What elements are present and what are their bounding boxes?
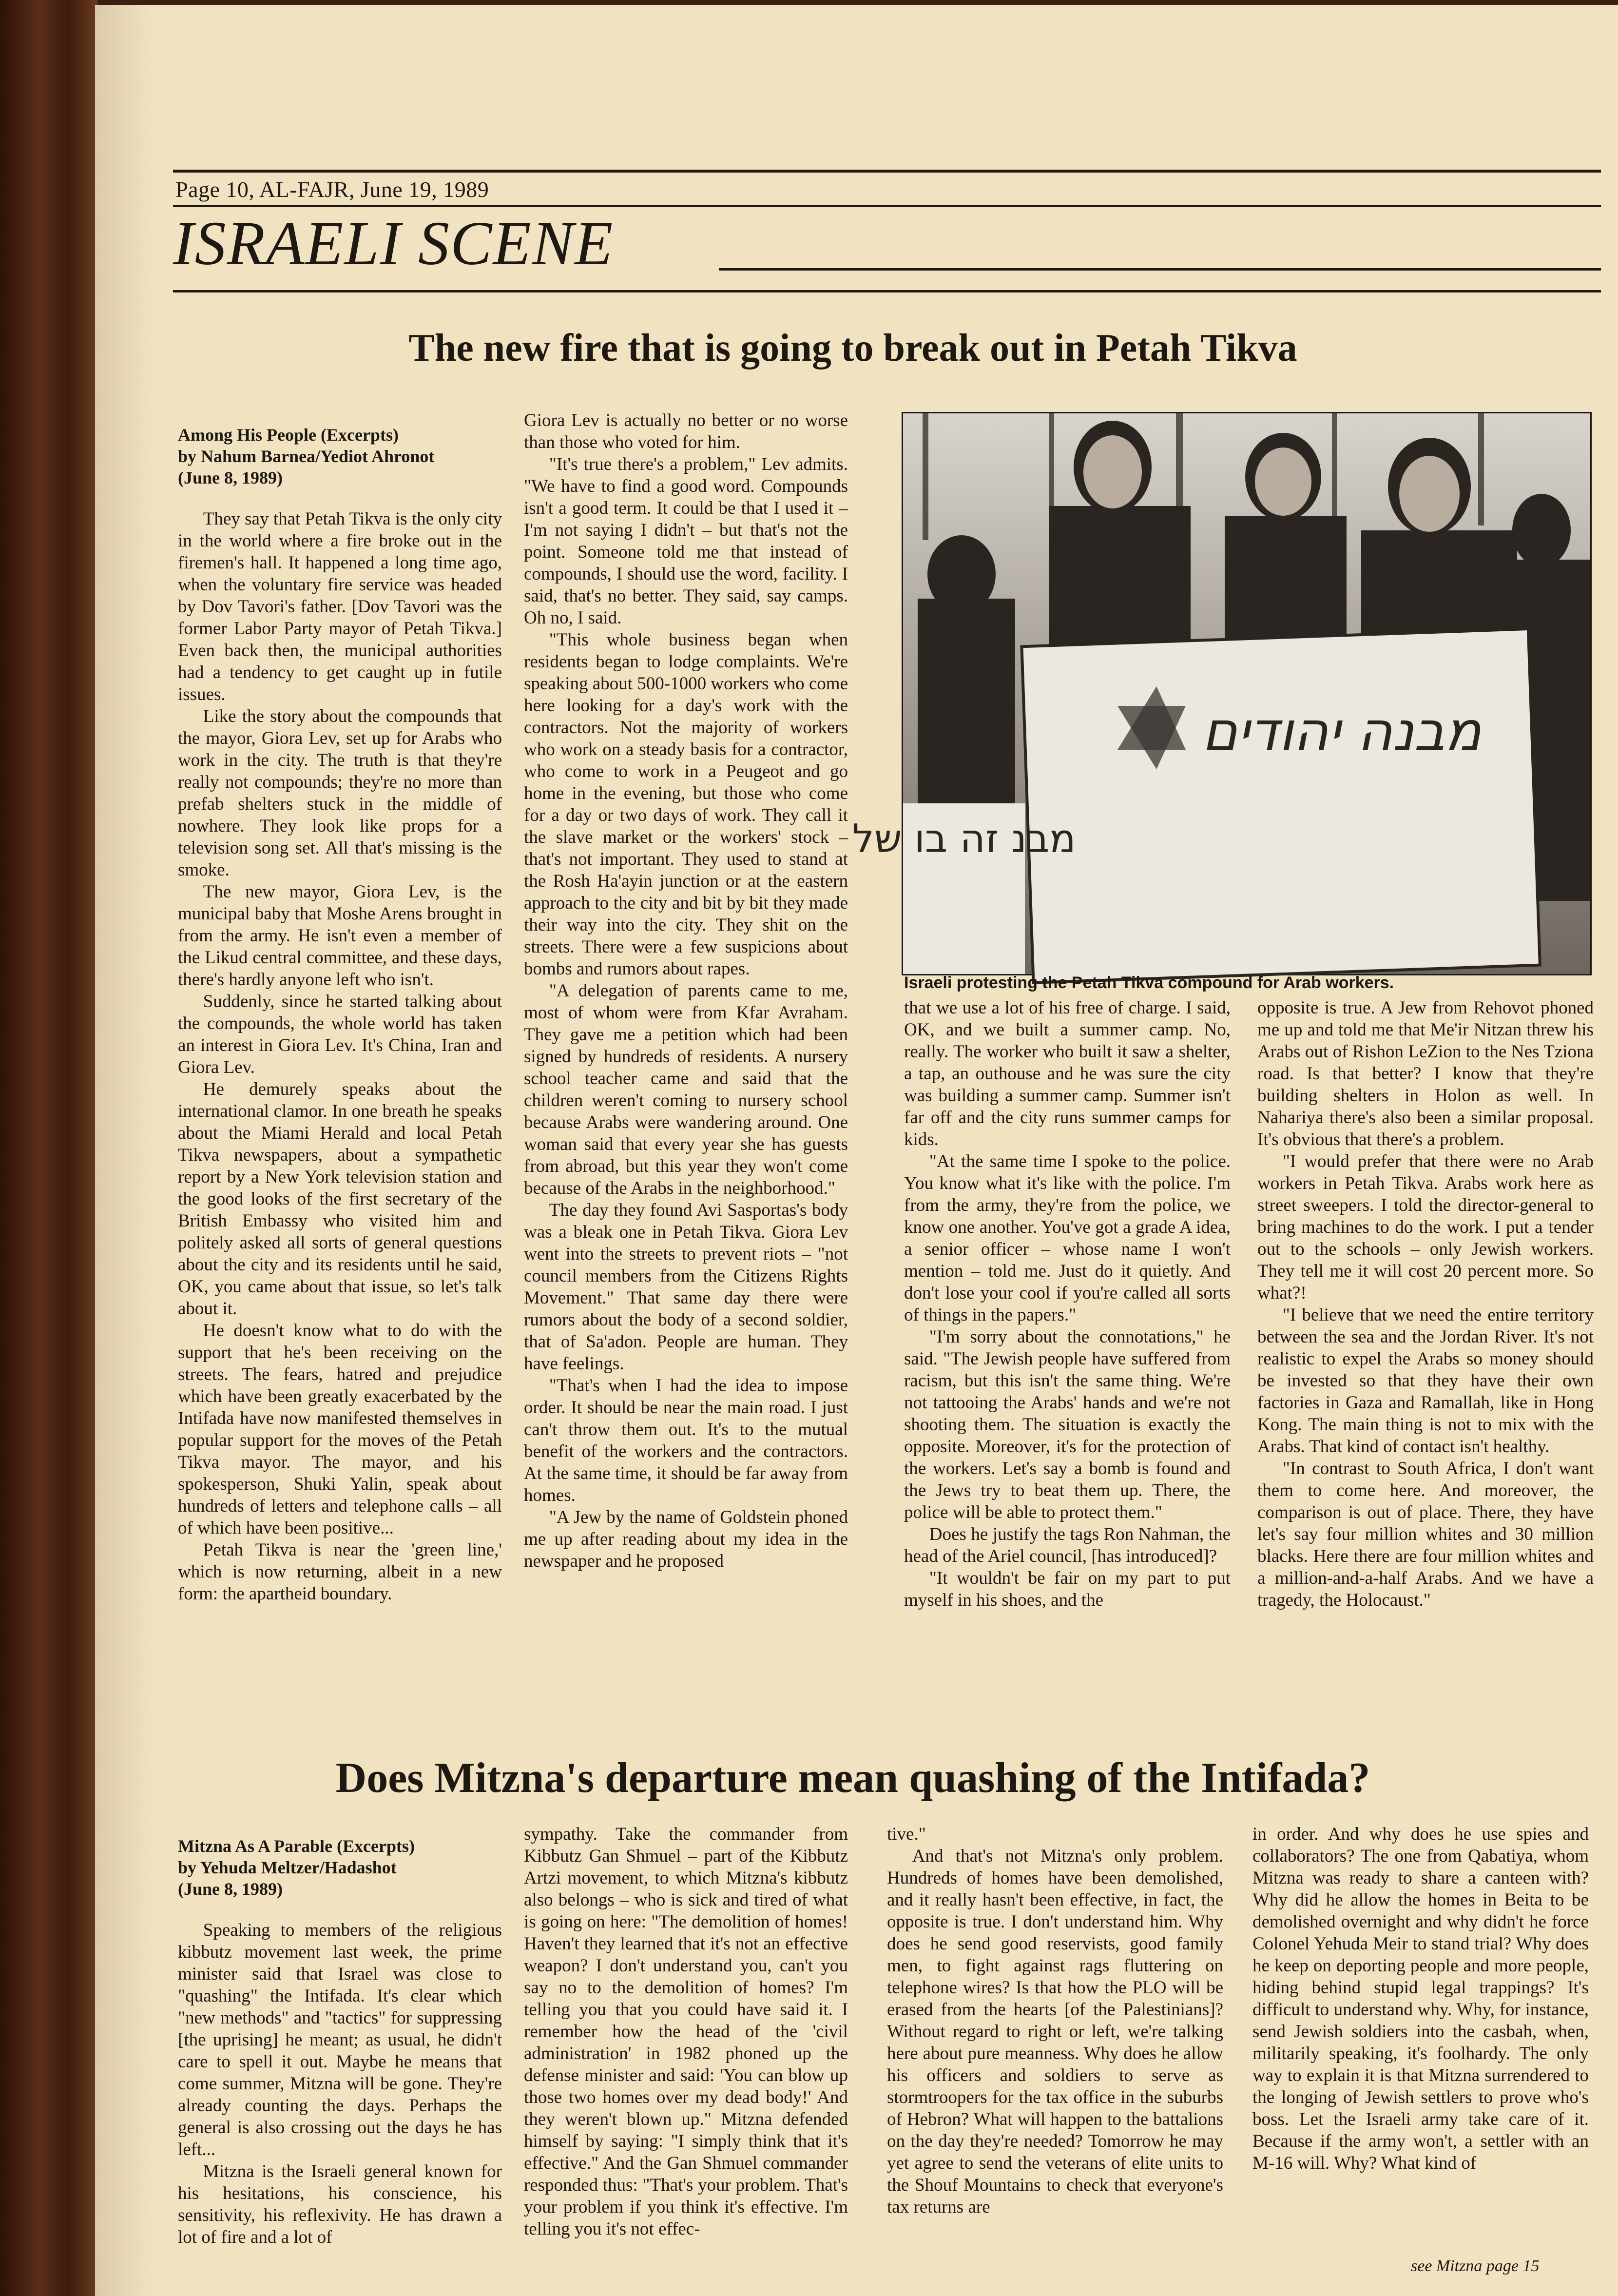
article1-byline <box>178 424 502 488</box>
section-title: ISRAELI SCENE <box>173 209 614 278</box>
protest-photo-illustration <box>852 413 1590 974</box>
paragraph: "A delegation of parents came to me, most of whom were from Kfar Avraham. They gave me a petition which had been signed by hundreds of residents. A nursery school teacher came and said that the children weren't coming to nursery school because Arabs were wandering around. One woman said that every year she has guests from abroad, but this year they won't come because of the Arabs in the neighborhood." <box>524 981 848 1198</box>
paragraph: Giora Lev is actually no better or no worse than those who voted for him. <box>524 410 848 452</box>
book-binding <box>0 0 97 2296</box>
byline-date: (June 8, 1989) <box>178 1879 283 1899</box>
article2-column-3 <box>887 1823 1223 2218</box>
paragraph: "That's when I had the idea to impose order. It should be near the main road. I just can't throw them out. It's to the mutual benefit of the workers and the contractors. At the same time, it should be far away from homes. <box>524 1376 848 1505</box>
paragraph: And that's not Mitzna's only problem. Hundreds of homes have been demolished, and it really hasn't been effective, in fact, the opposite is true. I don't understand him. Why does he send good reservists, good family men, to fight against rags fluttering on telephone wires? Is that how the PLO will be erased from the hearts [of the Palestinians]? Without regard to right or left, we're talking here about pure meanness. Why does he allow his officers and soldiers to serve as stormtroopers for the tax office in the suburbs of Hebron? What will happen to the battalions on the day they're needed? Tomorrow he may yet agree to send the veterans of elite units to the Shouf Mountains to check that everyone's tax returns are <box>887 1846 1223 2217</box>
paragraph: "In contrast to South Africa, I don't want them to come here. And moreover, the comparison is out of place. There, they have let's say four million whites and 30 million blacks. Here there are four million whites and a million-and-a-half Arabs. And we have a tragedy, the Holocaust." <box>1257 1459 1594 1610</box>
paragraph: Does he justify the tags Ron Nahman, the head of the Ariel council, [has introduced]? <box>904 1524 1231 1566</box>
byline-source: Among His People (Excerpts) <box>178 425 399 445</box>
sign-left-text: מבנ זה בו של <box>852 816 1076 861</box>
paragraph: "This whole business began when residents began to lodge complaints. We're speaking about 500-1000 workers who come here looking for a day's work with the contractors. Not the majority of workers who work on a steady basis for a contractor, who come to work in a Peugeot and go home in the evening, but those who come for a day or two days of work. They call it the slave market or the workers' stock – that's not important. They used to stand at the Rosh Ha'ayin junction or at the eastern approach to the city and bit by bit they made their way into the city. They shit on the streets. There were a few suspicions about bombs and rumors about rapes. <box>524 630 848 979</box>
section-rule <box>173 290 1601 292</box>
paragraph: He doesn't know what to do with the support that he's been receiving on the streets. The fears, hatred and prejudice which have been greatly exacerbated by the Intifada have now manifested themselves in popular support for the moves of the Petah Tikva mayor. The mayor, and his spokesperson, Shuki Yalin, speak about hundreds of letters and telephone calls – all of which have been positive... <box>178 1321 502 1538</box>
paragraph: Like the story about the compounds that the mayor, Giora Lev, set up for Arabs who work in the city. The truth is that they're really not compounds; they're no more than prefab shelters stuck in the middle of nowhere. They look like props for a television song set. All that's missing is the smoke. <box>178 706 502 880</box>
folio-rule <box>173 205 1601 207</box>
paragraph: Suddenly, since he started talking about the compounds, the whole world has taken an interest in Giora Lev. It's China, Iran and Giora Lev. <box>178 992 502 1077</box>
article1-column-4 <box>1257 997 1594 1611</box>
article2-byline <box>178 1835 502 1900</box>
paragraph: "At the same time I spoke to the police. You know what it's like with the police. I'm from the army, they're from the police, we know one another. You've got a grade A idea, a senior officer – whose name I won't mention – told me. Just do it quietly. And don't lose your cool if you're called all sorts of things in the papers." <box>904 1151 1231 1325</box>
paragraph: tive." <box>887 1824 926 1844</box>
paragraph: "A Jew by the name of Goldstein phoned me up after reading about my idea in the newspaper and he proposed <box>524 1507 848 1571</box>
protest-photo <box>852 412 1592 975</box>
paragraph: Speaking to members of the religious kibbutz movement last week, the prime minister said that Israel was close to "quashing" the Intifada. It's clear which "new methods" and "tactics" for suppressing [the uprising] he meant; as usual, he didn't care to spell it out. Maybe he means that come summer, Mitzna will be gone. They're already counting the days. Perhaps the general is also crossing out the days he has left... <box>178 1920 502 2160</box>
continued-on-page: see Mitzna page 15 <box>1411 2257 1540 2275</box>
headline-petah-tikva: The new fire that is going to break out in Petah Tikva <box>408 327 1297 370</box>
article1-column-3 <box>904 997 1231 1611</box>
paragraph: "It wouldn't be fair on my part to put myself in his shoes, and the <box>904 1568 1231 1610</box>
paragraph: "I believe that we need the entire territory between the sea and the Jordan River. It's not realistic to expel the Arabs so money should be invested so that they have their own factories in Gaza and Ramallah, like in Hong Kong. The main thing is not to mix with the Arabs. That kind of contact isn't healthy. <box>1257 1305 1594 1457</box>
article2-column-4 <box>1252 1823 1589 2174</box>
paragraph: The day they found Avi Sasportas's body was a bleak one in Petah Tikva. Giora Lev went into the streets to prevent riots – "not council members from the Citizens Rights Movement." That same day there were rumors about the body of a second soldier, that of Sa'adon. People are human. They have feelings. <box>524 1200 848 1374</box>
newspaper-page <box>95 5 1618 2296</box>
paragraph: Mitzna is the Israeli general known for his hesitations, his conscience, his sensitivity, his reflexivity. He has drawn a lot of fire and a lot of <box>178 2161 502 2247</box>
photo-caption: Israeli protesting the Petah Tikva compound for Arab workers. <box>904 973 1394 992</box>
paragraph: "It's true there's a problem," Lev admits. "We have to find a good word. Compounds isn't a good term. It could be that I used it – I'm not saying I didn't – but that's not the point. Someone told me that instead of compounds, I should use the word, facility. I said, that's no better. They said, say camps. Oh no, I said. <box>524 454 848 628</box>
sign-main-text: מבנה יהודים <box>1202 700 1482 762</box>
paragraph: They say that Petah Tikva is the only city in the world where a fire broke out in the firemen's hall. It happened a long time ago, when the voluntary fire service was headed by Dov Tavori's father. [Dov Tavori was the former Labor Party mayor of Petah Tikva.] Even back then, the municipal authorities had a tendency to get caught up in futile issues. <box>178 509 502 704</box>
article2-column-1 <box>178 1835 502 2248</box>
paragraph: The new mayor, Giora Lev, is the municipal baby that Moshe Arens brought in from the army. He isn't even a member of the Likud central committee, and these days, there's hardly anyone left who isn't. <box>178 882 502 990</box>
headline-mitzna: Does Mitzna's departure mean quashing of the Intifada? <box>335 1754 1370 1802</box>
paragraph: He demurely speaks about the international clamor. In one breath he speaks about the Miami Herald and local Petah Tikva newspapers, about a sympathetic report by a New York television station and the good looks of the first secretary of the British Embassy who visited him and politely asked all sorts of general questions about the city and its residents until he said, OK, you came about that issue, so let's talk about it. <box>178 1079 502 1319</box>
byline-author: by Yehuda Meltzer/Hadashot <box>178 1858 397 1877</box>
article1-column-2 <box>524 409 848 1572</box>
paragraph: "I'm sorry about the connotations," he said. "The Jewish people have suffered from racism, but this isn't the same thing. We're not tattooing the Arabs' hands and we're not shooting them. The situation is exactly the opposite. Moreover, it's for the protection of the workers. Let's say a bomb is found and the Jews try to beat them up. There, the police will be able to protect them." <box>904 1327 1231 1522</box>
paragraph: in order. And why does he use spies and collaborators? The one from Qabatiya, whom Mitzna was ready to share a canteen with? Why did he allow the homes in Beita to be demolished overnight and why didn't he force Colonel Yehuda Meir to stand trial? Why does he keep on deporting people and more people, hiding behind stupid legal trappings? It's difficult to understand why. Why, for instance, send Jewish soldiers into the casbah, when, militarily speaking, it's foolhardy. The only way to explain it is that Mitzna surrendered to the longing of Jewish settlers to prove who's boss. Let the Israeli army take care of it. Because if the army won't, a settler with an M-16 will. Why? What kind of <box>1252 1824 1589 2173</box>
folio: Page 10, AL-FAJR, June 19, 1989 <box>175 177 489 202</box>
section-rule-right <box>719 268 1601 271</box>
article2-column-2 <box>524 1823 848 2240</box>
top-rule <box>173 170 1601 173</box>
paragraph: Petah Tikva is near the 'green line,' which is now returning, albeit in a new form: the apartheid boundary. <box>178 1540 502 1604</box>
paragraph: sympathy. Take the commander from Kibbutz Gan Shmuel – part of the Kibbutz Artzi movement, to which Mitzna's kibbutz also belongs – who is sick and tired of what is going on here: "The demolition of homes! Haven't they learned that it's not an effective weapon? I don't understand you, can't you say no to the demolition of homes? I'm telling you that you could have said it. I remember how the head of the 'civil administration' in 1982 phoned up the defense minister and said: 'You can blow up those two homes over my dead body!' And they weren't blown up." Mitzna defended himself by saying: "I simply think that it's effective." And the Gan Shmuel commander responded thus: "That's your problem. That's your problem if you think it's effective. I'm telling you it's not effec- <box>524 1824 848 2239</box>
byline-date: (June 8, 1989) <box>178 468 283 487</box>
byline-author: by Nahum Barnea/Yediot Ahronot <box>178 447 435 466</box>
paragraph: opposite is true. A Jew from Rehovot phoned me up and told me that Me'ir Nitzan threw his Arabs out of Rishon LeZion to the Nes Tziona road. Is that better? I know that they're building shelters in Holon as well. In Nahariya there's also been a similar proposal. It's obvious that there's a problem. <box>1257 998 1594 1149</box>
paragraph: that we use a lot of his free of charge. I said, OK, and we built a summer camp. No, really. The worker who built it saw a shelter, a tap, an outhouse and he was sure the city was building a summer camp. Summer isn't far off and the city runs summer camps for kids. <box>904 998 1231 1149</box>
paragraph: "I would prefer that there were no Arab workers in Petah Tikva. Arabs work here as street sweepers. I told the director-general to bring machines to do the work. I put a tender out to the schools – only Jewish workers. They tell me it will cost 20 percent more. So what?! <box>1257 1151 1594 1303</box>
byline-source: Mitzna As A Parable (Excerpts) <box>178 1836 415 1856</box>
article1-column-1 <box>178 424 502 1605</box>
